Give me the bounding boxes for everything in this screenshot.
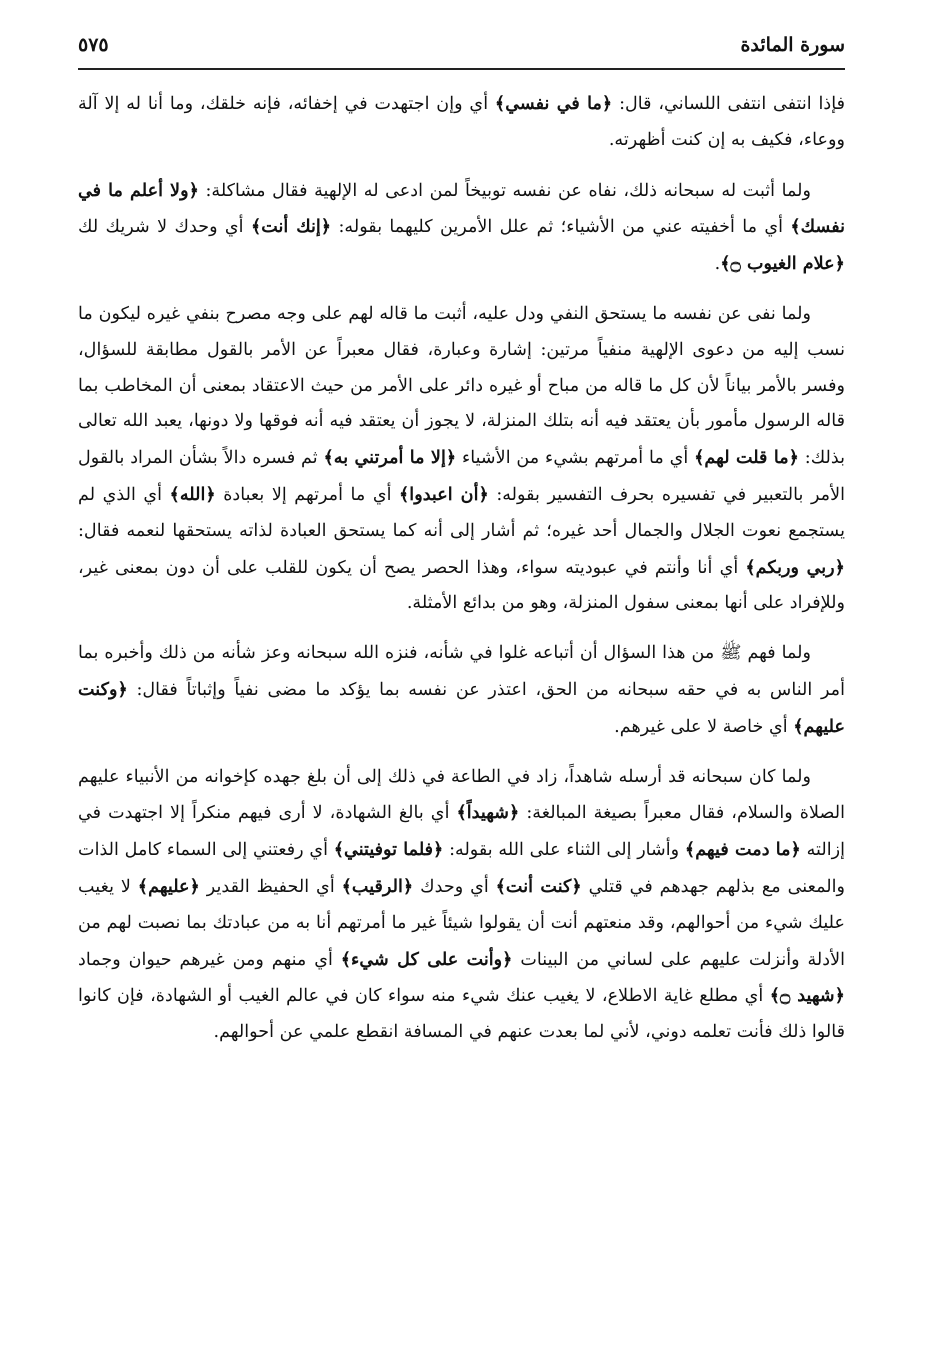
commentary-text: أي مطلع غاية الاطلاع، لا يغيب عنك شيء منه سواء كان في عالم الغيب أو الشهادة، فإن كانوا قالوا ذلك فأنت تعلمه دوني، لأني لما بعدت عنهم في المسافة انقطع علمي عن أحوالهم. <box>78 986 845 1043</box>
paragraph <box>78 86 845 159</box>
commentary-text: . <box>714 254 721 275</box>
paragraph <box>78 297 845 622</box>
quran-quote: ﴿إلا ما أمرتني به﴾ <box>323 447 457 469</box>
quran-quote: ﴿وكنت عليهم﴾ <box>78 678 845 737</box>
commentary-text: ثم فسره دالاً بشأن المراد بالقول الأمر بالتعبير في تفسيره بحرف التفسير بقوله: <box>78 448 845 505</box>
commentary-text: أي الحفيظ القدير <box>199 876 342 897</box>
quran-quote: ﴿الله﴾ <box>169 483 216 505</box>
commentary-text: فإذا انتفى انتفى اللساني، قال: <box>612 94 845 114</box>
commentary-text: أي وحدك لا شريك لك <box>78 217 251 238</box>
quran-quote: ﴿ما دمت فيهم﴾ <box>684 839 801 861</box>
commentary-text: أي ما أخفيته عني من الأشياء؛ ثم علل الأمرين كليهما بقوله: <box>331 217 791 238</box>
paragraph <box>78 636 845 745</box>
running-title: سورة المائدة <box>740 34 845 56</box>
quran-quote: ﴿أن اعبدوا﴾ <box>399 483 489 505</box>
commentary-text: أي ما أمرتهم إلا بعبادة <box>215 484 399 505</box>
quran-quote: ﴿كنت أنت﴾ <box>495 875 582 897</box>
quran-quote: ﴿ما قلت لهم﴾ <box>694 447 799 469</box>
page-header <box>78 30 845 70</box>
commentary-text: لا يغيب عليك شيء من أحوالهم، وقد منعتهم أنت أن يقولوا شيئاً غير ما أمرتهم أنا به من عبادتك بما نصبت لهم من الأدلة وأنزلت عليهم على لساني من البينات <box>78 876 846 970</box>
quran-quote: ﴿شهيد ۝﴾ <box>769 985 845 1007</box>
commentary-text: ولما كان سبحانه قد أرسله شاهداً، زاد في الطاعة في ذلك إلى أن بلغ جهده كإخوانه من الأنبياء عليهم الصلاة والسلام، فقال معبراً بصيغة المبالغة: <box>78 766 845 824</box>
quran-quote: ﴿ربي وربكم﴾ <box>745 556 845 578</box>
commentary-text: أي رفعتني إلى السماء كامل الذات والمعنى مع بذلهم جهدهم في قتلي <box>78 840 845 897</box>
paragraph <box>78 173 845 283</box>
commentary-text: أي خاصة لا على غيرهم. <box>614 716 794 737</box>
commentary-text: ولما أثبت له سبحانه ذلك، نفاه عن نفسه توبيخاً لمن ادعى له الإلهية فقال مشاكلة: <box>198 180 811 201</box>
paragraph <box>78 760 845 1051</box>
quran-quote: ﴿وأنت على كل شيء﴾ <box>340 948 513 970</box>
commentary-text: ولما فهم ﷺ من هذا السؤال أن أتباعه غلوا في شأنه، فنزه الله سبحانه وعز شأنه من ذلك وأخبره بما أمر الناس به في حقه سبحانه من الحق، اعتذر عن نفسه بما يؤكد ما مضى نفياً وإثباتاً فقال: <box>78 643 845 700</box>
commentary-text: أي وإن اجتهدت في إخفائه، فإنه خلقك، وما أنا له إلا آلة ووعاء، فكيف به إن كنت أظهرته. <box>78 94 845 150</box>
commentary-text: أي الذي لم يستجمع نعوت الجلال والجمال أحد غيره؛ ثم أشار إلى أنه كما يستحق العبادة لذاته يستحقها لنعمه فقال: <box>78 484 845 541</box>
quran-quote: ﴿الرقيب﴾ <box>341 875 414 897</box>
paragraph-gap <box>78 283 845 297</box>
quran-quote: ﴿علام الغيوب ۝﴾ <box>720 253 845 275</box>
commentary-text: ولما نفى عن نفسه ما يستحق النفي ودل عليه، أثبت ما قاله لهم على وجه مصرح بنفي غيره ليكون ما نسب إليه من دعوى الإلهية منفياً مرتين: إشارة وعبارة، فقال معبراً عن الأمر بالقول مطابقة للسؤال، وفسر بالأمر بياناً لأن كل ما قاله من مباح أو غيره دائر على الأمر من حيث الاعتقاد بمعنى أن المخاطب بما قاله الرسول مأمور بأن يعتقد فيه أنه بتلك المنزلة، لا يجوز أن يعتقد فيه أنه فوقها ولا دونها، يعبد الله تعالى بذلك: <box>78 303 846 469</box>
quran-quote: ﴿فلما توفيتني﴾ <box>333 839 444 861</box>
commentary-text: وأشار إلى الثناء على الله بقوله: <box>443 840 685 861</box>
quran-quote: ﴿ما في نفسي﴾ <box>494 93 613 114</box>
paragraph-gap <box>78 746 845 760</box>
quran-quote: ﴿شهيداً﴾ <box>456 802 520 824</box>
quran-quote: ﴿عليهم﴾ <box>137 875 200 897</box>
quran-quote: ﴿إنك أنت﴾ <box>250 216 332 238</box>
paragraph-gap <box>78 622 845 636</box>
commentary-text: أي منهم ومن غيرهم حيوان وجماد <box>78 949 341 970</box>
paragraph-gap <box>78 159 845 173</box>
commentary-text: أي ما أمرتهم بشيء من الأشياء <box>456 448 695 469</box>
commentary-text: أي بالغ الشهادة، لا أرى فيهم منكراً إلا اجتهدت في إزالته <box>78 803 845 861</box>
page-number: ٥٧٥ <box>78 34 109 56</box>
page-body <box>78 86 845 1051</box>
commentary-text: أي وحدك <box>413 876 496 897</box>
quran-quote: ﴿ولا أعلم ما في نفسك﴾ <box>78 179 845 238</box>
commentary-text: أي أنا وأنتم في عبوديته سواء، وهذا الحصر يصح أن يكون للقلب على أن دون بمعنى غير، وللإفراد على أنها بمعنى سفول المنزلة، وهو من بدائع الأمثلة. <box>78 557 845 614</box>
